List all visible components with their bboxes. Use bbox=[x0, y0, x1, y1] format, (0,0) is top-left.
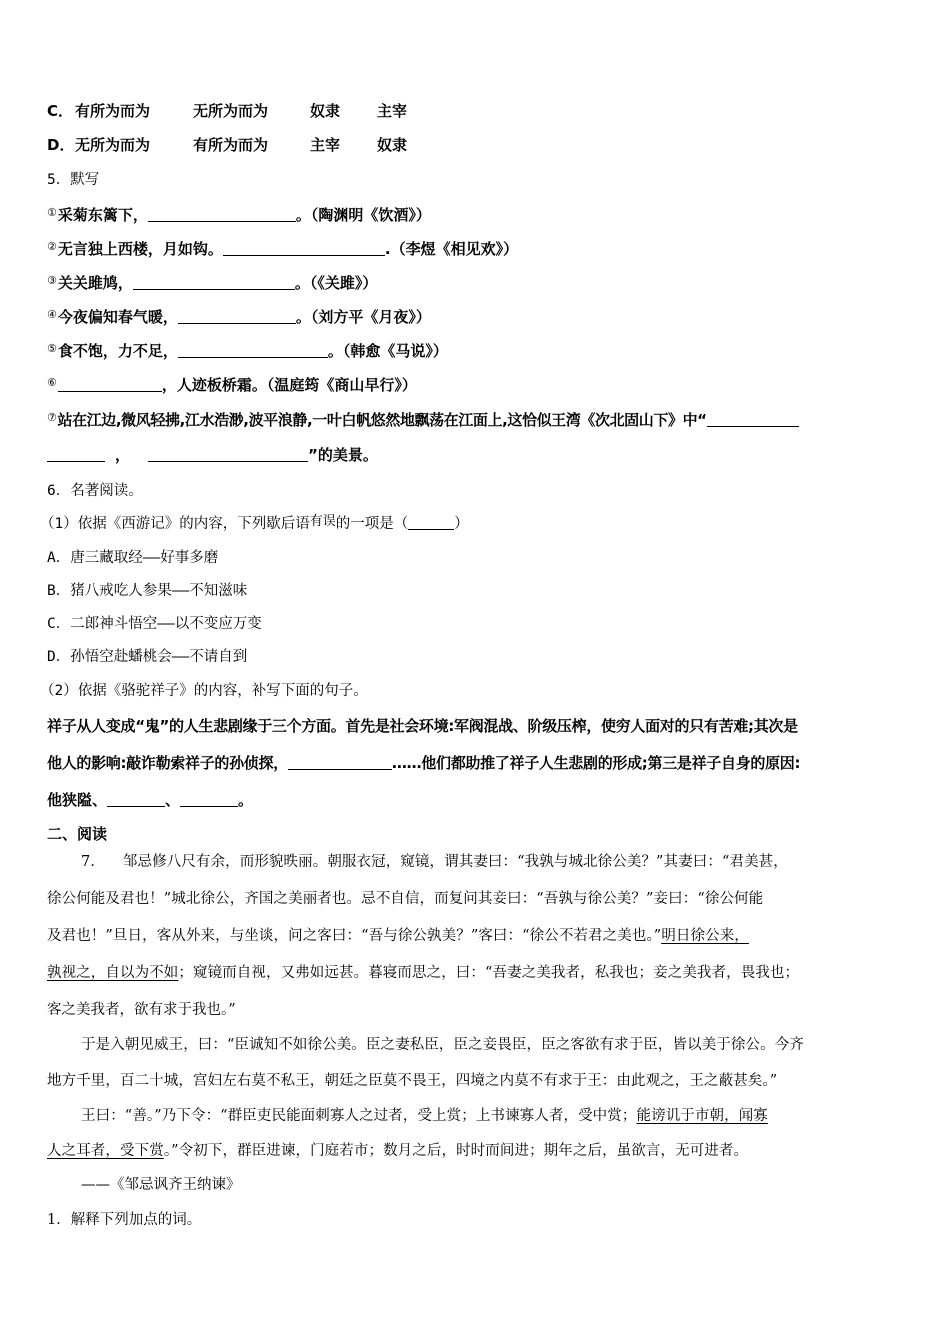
answer-blank[interactable] bbox=[180, 792, 238, 807]
answer-blank[interactable] bbox=[707, 412, 799, 427]
option-d-row bbox=[47, 135, 407, 155]
answer-blank[interactable] bbox=[223, 241, 385, 256]
part-1-stem: （1）依据《西游记》的内容，下列歇后语有误的一项是（ ） bbox=[40, 514, 469, 532]
dictation-item-5: ⑤食不饱，力不足， 。（韩愈《马说》） bbox=[47, 342, 448, 360]
passage-line: 孰视之，自以为不如；窥镜而自视，又弗如远甚。暮寝而思之，曰：“吾妻之美我者，私我也；妾之美我者，畏我也； bbox=[47, 965, 800, 981]
answer-blank[interactable] bbox=[47, 447, 105, 462]
part-2-line-2: 他人的影响:敲诈勒索祥子的孙侦探， ……他们都助推了祥子人生悲剧的形成;第三是祥子自身的原因: bbox=[47, 754, 801, 772]
answer-blank[interactable] bbox=[288, 755, 392, 770]
option-cell: 主宰 bbox=[310, 136, 341, 154]
dictation-item-7: ⑦站在江边,微风轻拂,江水浩渺,波平浪静,一叶白帆悠然地飘荡在江面上,这恰似王湾《次北固山下》中“ bbox=[47, 408, 799, 430]
passage-line: 地方千里，百二十城，宫妇左右莫不私王，朝廷之臣莫不畏王，四境之内莫不有求于王：由此观之，王之蔽甚矣。” bbox=[47, 1073, 778, 1089]
choice-a: A．唐三藏取经——好事多磨 bbox=[47, 550, 219, 566]
underlined-sentence: 明日徐公来， bbox=[661, 928, 749, 944]
dictation-item-3: ③关关雎鸠， 。（《关雎》） bbox=[47, 274, 378, 292]
option-cell: 有所为而为 bbox=[75, 102, 151, 120]
answer-blank[interactable] bbox=[408, 515, 454, 530]
passage-line: 徐公何能及君也！”城北徐公，齐国之美丽者也。忌不自信，而复问其妾曰：“吾孰与徐公美？”妾曰：“徐公何能 bbox=[47, 891, 764, 907]
dictation-item-6: ⑥ ，人迹板桥霜。（温庭筠《商山早行》） bbox=[47, 376, 417, 394]
passage-line: 客之美我者，欲有求于我也。” bbox=[47, 1002, 236, 1018]
option-cell: 无所为而为 bbox=[193, 102, 269, 120]
question-7-number: 7． bbox=[81, 854, 105, 870]
dictation-item-1: ①采菊东篱下， 。（陶渊明《饮酒》） bbox=[47, 206, 431, 224]
option-cell: 主宰 bbox=[377, 102, 408, 120]
underlined-sentence: 人之耳者，受下赏 bbox=[47, 1143, 164, 1159]
answer-blank[interactable] bbox=[148, 447, 308, 462]
option-cell: 奴隶 bbox=[377, 136, 408, 154]
answer-blank[interactable] bbox=[107, 792, 165, 807]
choice-d: D．孙悟空赴蟠桃会——不请自到 bbox=[47, 649, 248, 665]
question-6-title: 6．名著阅读。 bbox=[47, 483, 143, 499]
choice-b: B．猪八戒吃人参果——不知滋味 bbox=[47, 583, 248, 599]
dictation-item-2: ②无言独上西楼，月如钩。 .（李煜《相见欢》） bbox=[47, 240, 519, 258]
answer-blank[interactable] bbox=[133, 275, 295, 290]
option-cell: 无所为而为 bbox=[75, 136, 151, 154]
option-letter: D． bbox=[47, 136, 75, 154]
question-5-title: 5．默写 bbox=[47, 172, 100, 188]
option-cell: 奴隶 bbox=[310, 102, 341, 120]
passage-line: 及君也！”旦日，客从外来，与坐谈，问之客曰：“吾与徐公孰美？”客曰：“徐公不若君之美也。”明日徐公来， bbox=[47, 928, 749, 944]
part-2-stem: （2）依据《骆驼祥子》的内容，补写下面的句子。 bbox=[40, 683, 368, 699]
underlined-sentence: 能谤讥于市朝，闻寡 bbox=[636, 1108, 768, 1124]
section-title: 二、阅读 bbox=[47, 825, 108, 843]
choice-c: C．二郎神斗悟空——以不变应万变 bbox=[47, 616, 262, 632]
underlined-sentence: 孰视之，自以为不如 bbox=[47, 965, 179, 981]
passage-line: 7． 邹忌修八尺有余，而形貌昳丽。朝服衣冠，窥镜，谓其妻曰：“我孰与城北徐公美？”其妻曰：“君美甚， bbox=[81, 854, 788, 870]
passage-source: ——《邹忌讽齐王纳谏》 bbox=[81, 1177, 241, 1193]
answer-blank[interactable] bbox=[58, 377, 162, 392]
answer-blank[interactable] bbox=[178, 343, 328, 358]
option-letter: C． bbox=[47, 102, 74, 120]
passage-line: 于是入朝见威王，曰：“臣诚知不如徐公美。臣之妻私臣，臣之妾畏臣，臣之客欲有求于臣，皆以美于徐公。今齐 bbox=[81, 1037, 804, 1053]
dictation-item-7-cont: ， ”的美景。 bbox=[47, 445, 378, 465]
option-cell: 有所为而为 bbox=[193, 136, 269, 154]
dictation-item-4: ④今夜偏知春气暖， 。（刘方平《月夜》） bbox=[47, 308, 431, 326]
part-2-line-1: 祥子从人变成“鬼”的人生悲剧缘于三个方面。首先是社会环境:军阀混战、阶级压榨，使穷人面对的只有苦难;其次是 bbox=[47, 717, 798, 735]
sub-question-1: 1．解释下列加点的词。 bbox=[47, 1212, 202, 1228]
passage-line: 王曰：“善。”乃下令：“群臣吏民能面刺寡人之过者，受上赏；上书谏寡人者，受中赏；能谤讥于市朝，闻寡 bbox=[81, 1108, 768, 1124]
part-2-line-3: 他狭隘、 、 。 bbox=[47, 791, 254, 809]
option-c-row bbox=[47, 101, 407, 121]
answer-blank[interactable] bbox=[148, 207, 296, 222]
answer-blank[interactable] bbox=[178, 309, 296, 324]
passage-line: 人之耳者，受下赏。”令初下，群臣进谏，门庭若市；数月之后，时时而间进；期年之后，虽欲言，无可进者。 bbox=[47, 1143, 749, 1159]
